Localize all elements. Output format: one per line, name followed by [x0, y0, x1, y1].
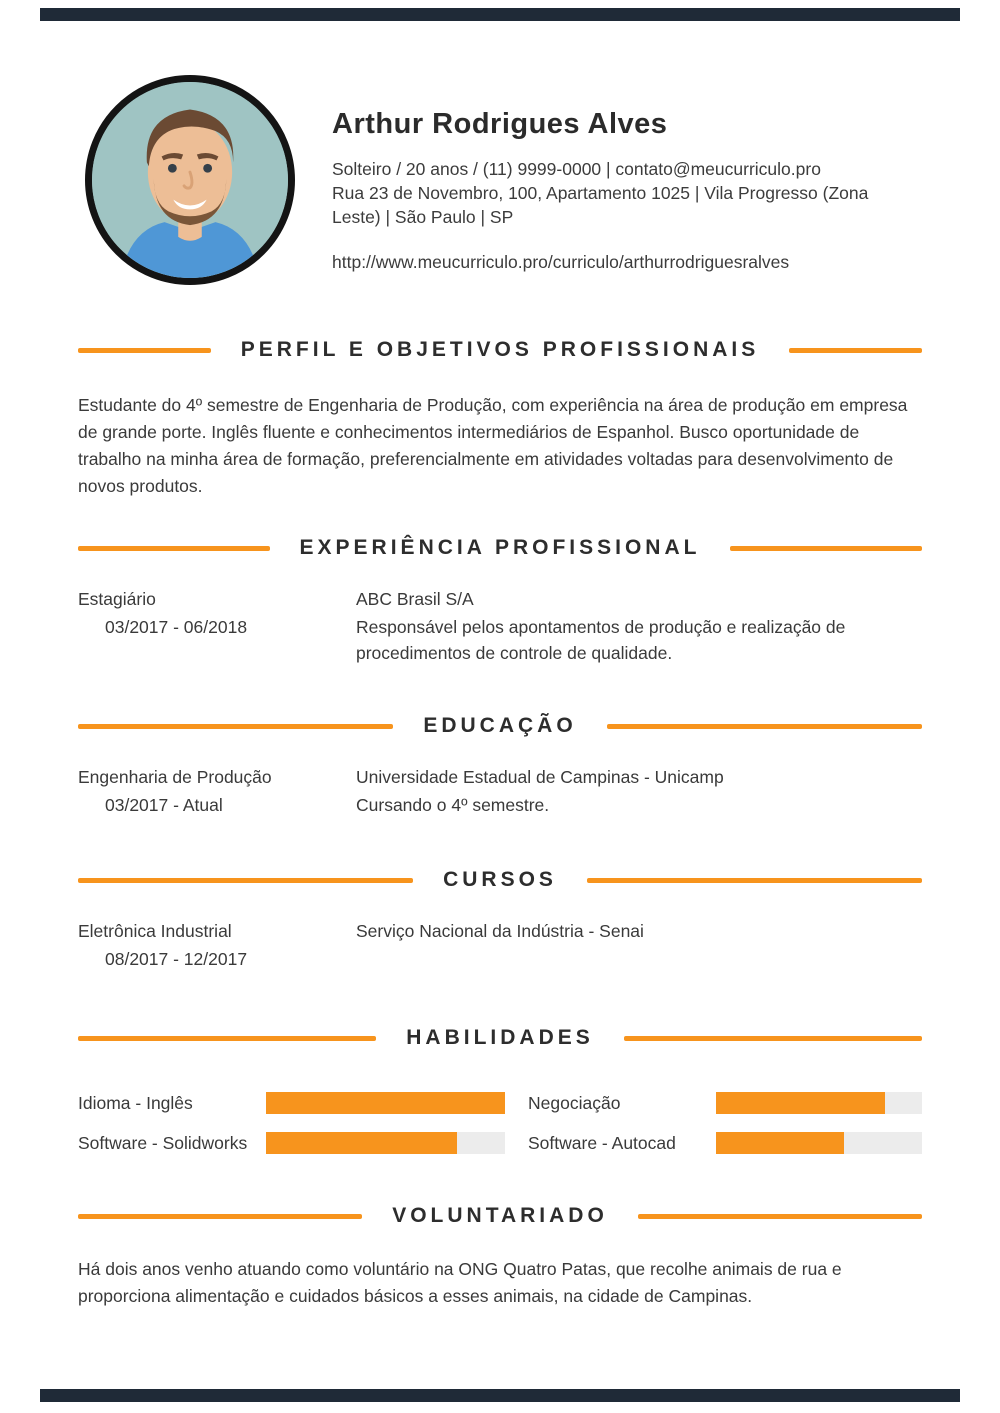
skill-bar-fill [266, 1092, 505, 1114]
course-name: Eletrônica Industrial [78, 921, 232, 941]
skill-bar [716, 1132, 922, 1154]
section-rule-right [730, 546, 922, 551]
education-institution: Universidade Estadual de Campinas - Unicamp [356, 767, 724, 787]
education-degree: Engenharia de Produção [78, 767, 272, 787]
course-entry-right [356, 918, 922, 972]
course-entry [78, 918, 922, 972]
section-rule-left [78, 1036, 376, 1041]
experience-organization: ABC Brasil S/A [356, 589, 474, 609]
section-rule-left [78, 1214, 362, 1219]
course-period: 08/2017 - 12/2017 [105, 949, 248, 969]
experience-period: 03/2017 - 06/2018 [105, 617, 248, 637]
profile-photo-illustration [92, 82, 288, 278]
person-name: Arthur Rodrigues Alves [332, 108, 668, 140]
contact-line-2: Rua 23 de Novembro, 100, Apartamento 1025 | Vila Progresso (Zona Leste) | São Paulo | SP [332, 183, 869, 227]
header [332, 108, 907, 273]
top-accent-bar [40, 8, 960, 21]
course-entry-left [78, 918, 356, 972]
bottom-accent-bar [40, 1389, 960, 1402]
resume-body [78, 336, 922, 1310]
section-rule-left [78, 878, 413, 883]
education-entry [78, 764, 922, 818]
experience-role: Estagiário [78, 589, 156, 609]
section-title-skills: HABILIDADES [406, 1026, 594, 1049]
section-rule-right [607, 724, 922, 729]
education-entry-right [356, 764, 922, 818]
section-title-experience: EXPERIÊNCIA PROFISSIONAL [299, 536, 701, 559]
section-header-profile [78, 338, 922, 362]
section-rule-left [78, 724, 393, 729]
section-rule-left [78, 348, 211, 353]
profile-url-link[interactable]: http://www.meucurriculo.pro/curriculo/arthurrodriguesralves [332, 252, 790, 272]
section-header-education [78, 714, 922, 738]
contact-line-1: Solteiro / 20 anos / (11) 9999-0000 | contato@meucurriculo.pro [332, 159, 821, 179]
skill-item-english [78, 1092, 505, 1114]
course-institution: Serviço Nacional da Indústria - Senai [356, 921, 644, 941]
section-rule-right [638, 1214, 922, 1219]
profile-photo [85, 75, 295, 285]
skill-item-negotiation [528, 1092, 922, 1114]
skill-item-autocad [528, 1132, 922, 1154]
skill-bar-fill [716, 1132, 844, 1154]
skills-grid [78, 1092, 922, 1154]
experience-entry-right [356, 586, 922, 666]
skill-label: Negociação [528, 1092, 621, 1113]
section-rule-right [587, 878, 922, 883]
section-rule-right [624, 1036, 922, 1041]
section-title-education: EDUCAÇÃO [423, 714, 577, 737]
profile-text: Estudante do 4º semestre de Engenharia de Produção, com experiência na área de produção em empresa de grande porte. Inglês fluente e conhecimentos intermediários de Espanhol. Busco oportunidade de trabalho na minha área de formação, preferencialmente em atividades voltadas para desenvolvimento de novos produtos. [78, 395, 908, 496]
skill-bar [266, 1132, 505, 1154]
education-description: Cursando o 4º semestre. [356, 795, 550, 815]
skill-bar-fill [716, 1092, 885, 1114]
skill-bar-fill [266, 1132, 457, 1154]
skill-label: Idioma - Inglês [78, 1092, 193, 1113]
skill-item-solidworks [78, 1132, 505, 1154]
skill-label: Software - Solidworks [78, 1132, 248, 1153]
skill-bar [266, 1092, 505, 1114]
volunteering-text: Há dois anos venho atuando como voluntário na ONG Quatro Patas, que recolhe animais de rua e proporciona alimentação e cuidados básicos a esses animais, na cidade de Campinas. [78, 1259, 842, 1306]
section-header-courses [78, 868, 922, 892]
skill-bar [716, 1092, 922, 1114]
contact-info [332, 157, 907, 229]
education-period: 03/2017 - Atual [105, 795, 223, 815]
section-title-volunteering: VOLUNTARIADO [392, 1204, 608, 1227]
experience-entry [78, 586, 922, 666]
education-entry-left [78, 764, 356, 818]
section-header-skills [78, 1026, 922, 1050]
section-title-profile: PERFIL E OBJETIVOS PROFISSIONAIS [240, 338, 760, 361]
section-header-volunteering [78, 1204, 922, 1228]
section-header-experience [78, 536, 922, 560]
section-rule-left [78, 546, 270, 551]
section-title-courses: CURSOS [443, 868, 557, 891]
experience-entry-left [78, 586, 356, 666]
skill-label: Software - Autocad [528, 1132, 676, 1153]
section-rule-right [789, 348, 922, 353]
experience-description: Responsável pelos apontamentos de produção e realização de procedimentos de controle de qualidade. [356, 617, 846, 663]
